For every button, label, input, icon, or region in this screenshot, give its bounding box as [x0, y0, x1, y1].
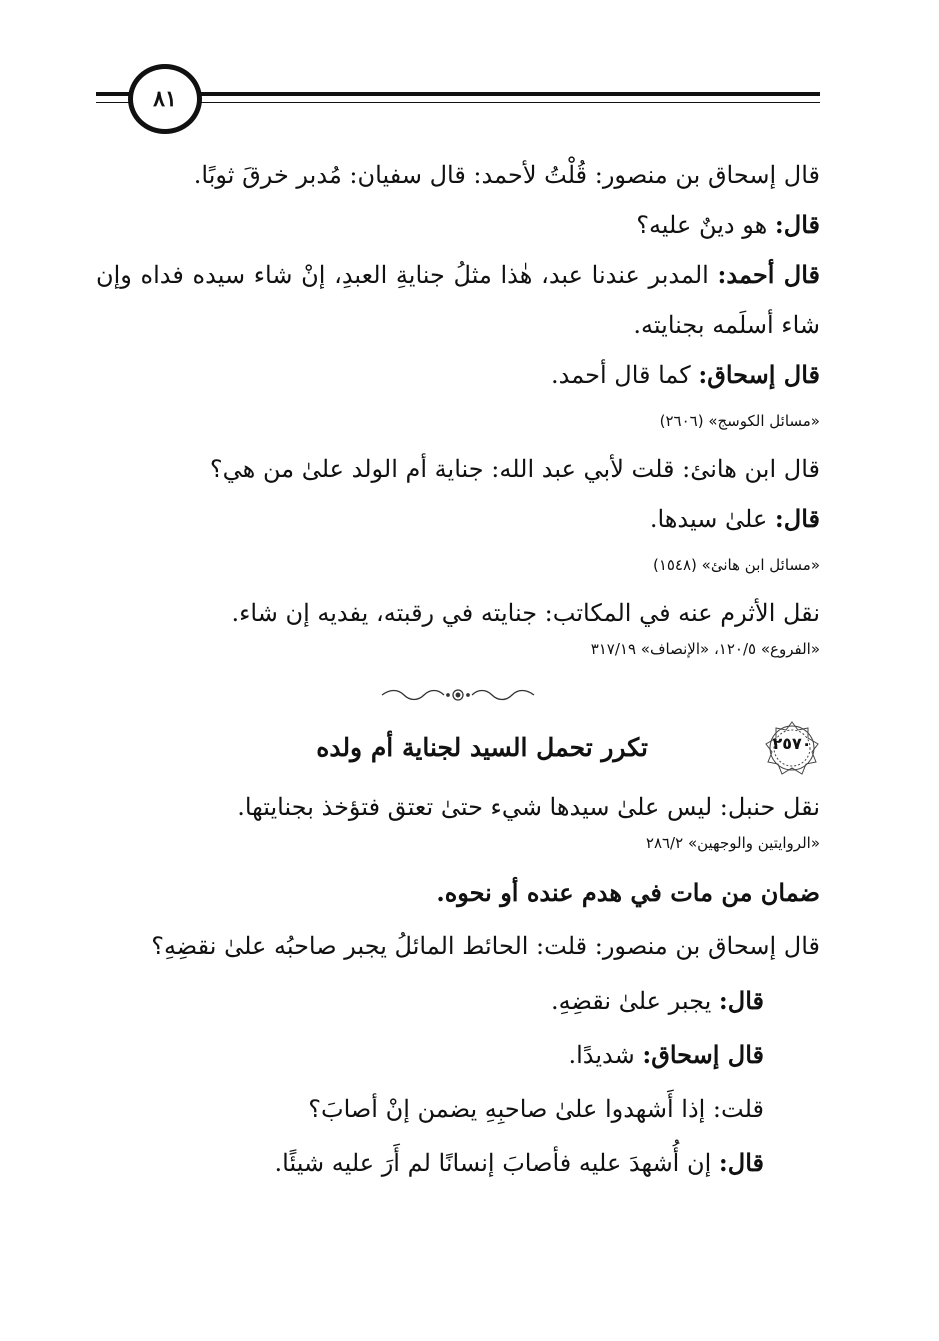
speaker-label: قال: — [718, 986, 764, 1015]
paragraph-text: هو دينٌ عليه؟ — [636, 211, 775, 239]
header-rule-thin — [96, 102, 820, 103]
page-header — [96, 64, 820, 144]
speaker-label: قال: — [774, 504, 820, 533]
paragraph: قال ابن هانئ: قلت لأبي عبد الله: جناية أم الولد علىٰ من هي؟ — [209, 455, 820, 483]
paragraph-text: علىٰ سيدها. — [649, 505, 775, 533]
paragraph-text: المدبر عندنا عبد، هٰذا مثلُ جنايةِ العبدِ، إنْ شاء سيده فداه وإن شاء أسلَمه بجنايته. — [96, 261, 820, 339]
paragraph — [96, 250, 820, 350]
subheading: ضمان من مات في هدم عنده أو نحوه. — [436, 878, 820, 907]
paragraph — [96, 350, 820, 400]
speaker-label: قال إسحاق: — [642, 1040, 764, 1069]
source-citation: «مسائل الكوسج» (٢٦٠٦) — [659, 412, 820, 430]
paragraph — [96, 494, 820, 544]
section-heading — [96, 720, 820, 776]
paragraph: نقل الأثرم عنه في المكاتب: جنايته في رقبته، يفديه إن شاء. — [231, 599, 820, 627]
source-citation: «الفروع» ١٢٠/٥، «الإنصاف» ٣١٧/١٩ — [590, 640, 820, 658]
header-rule-thick — [96, 92, 820, 96]
paragraph-text: يجبر علىٰ نقضِهِ. — [550, 987, 719, 1015]
speaker-label: قال: — [774, 210, 820, 239]
speaker-label: قال أحمد: — [717, 260, 820, 289]
section-title: تكرر تحمل السيد لجناية أم ولده — [316, 733, 648, 762]
paragraph — [96, 974, 820, 1028]
paragraph: قال إسحاق بن منصور: قلت: الحائط المائلُ يجبر صاحبُه علىٰ نقضِهِ؟ — [151, 932, 820, 960]
paragraph-text: شديدًا. — [568, 1041, 643, 1069]
paragraph: نقل حنبل: ليس علىٰ سيدها شيء حتىٰ تعتق فتؤخذ بجنايتها. — [237, 793, 820, 821]
speaker-label: قال إسحاق: — [698, 360, 820, 389]
section-number: ٢٥٧٠ — [772, 734, 812, 753]
speaker-label: قال: — [718, 1148, 764, 1177]
source-citation: «الروايتين والوجهين» ٢٨٦/٢ — [645, 834, 820, 852]
ornament-divider — [378, 688, 538, 702]
paragraph-text: إن أُشهدَ عليه فأصابَ إنسانًا لم أَرَ عليه شيئًا. — [274, 1149, 719, 1177]
paragraph: قال إسحاق بن منصور: قُلْتُ لأحمد: قال سفيان: مُدبر خرقَ ثوبًا. — [193, 161, 820, 189]
page-number: ٨١ — [128, 64, 202, 134]
paragraph — [96, 1028, 820, 1082]
page-body — [96, 150, 820, 1190]
source-citation: «مسائل ابن هانئ» (١٥٤٨) — [652, 556, 820, 574]
paragraph — [96, 200, 820, 250]
paragraph-text: كما قال أحمد. — [551, 361, 699, 389]
paragraph: قلت: إذا أَشهدوا علىٰ صاحبِهِ يضمن إنْ أصابَ؟ — [308, 1095, 764, 1123]
paragraph — [96, 1136, 820, 1190]
